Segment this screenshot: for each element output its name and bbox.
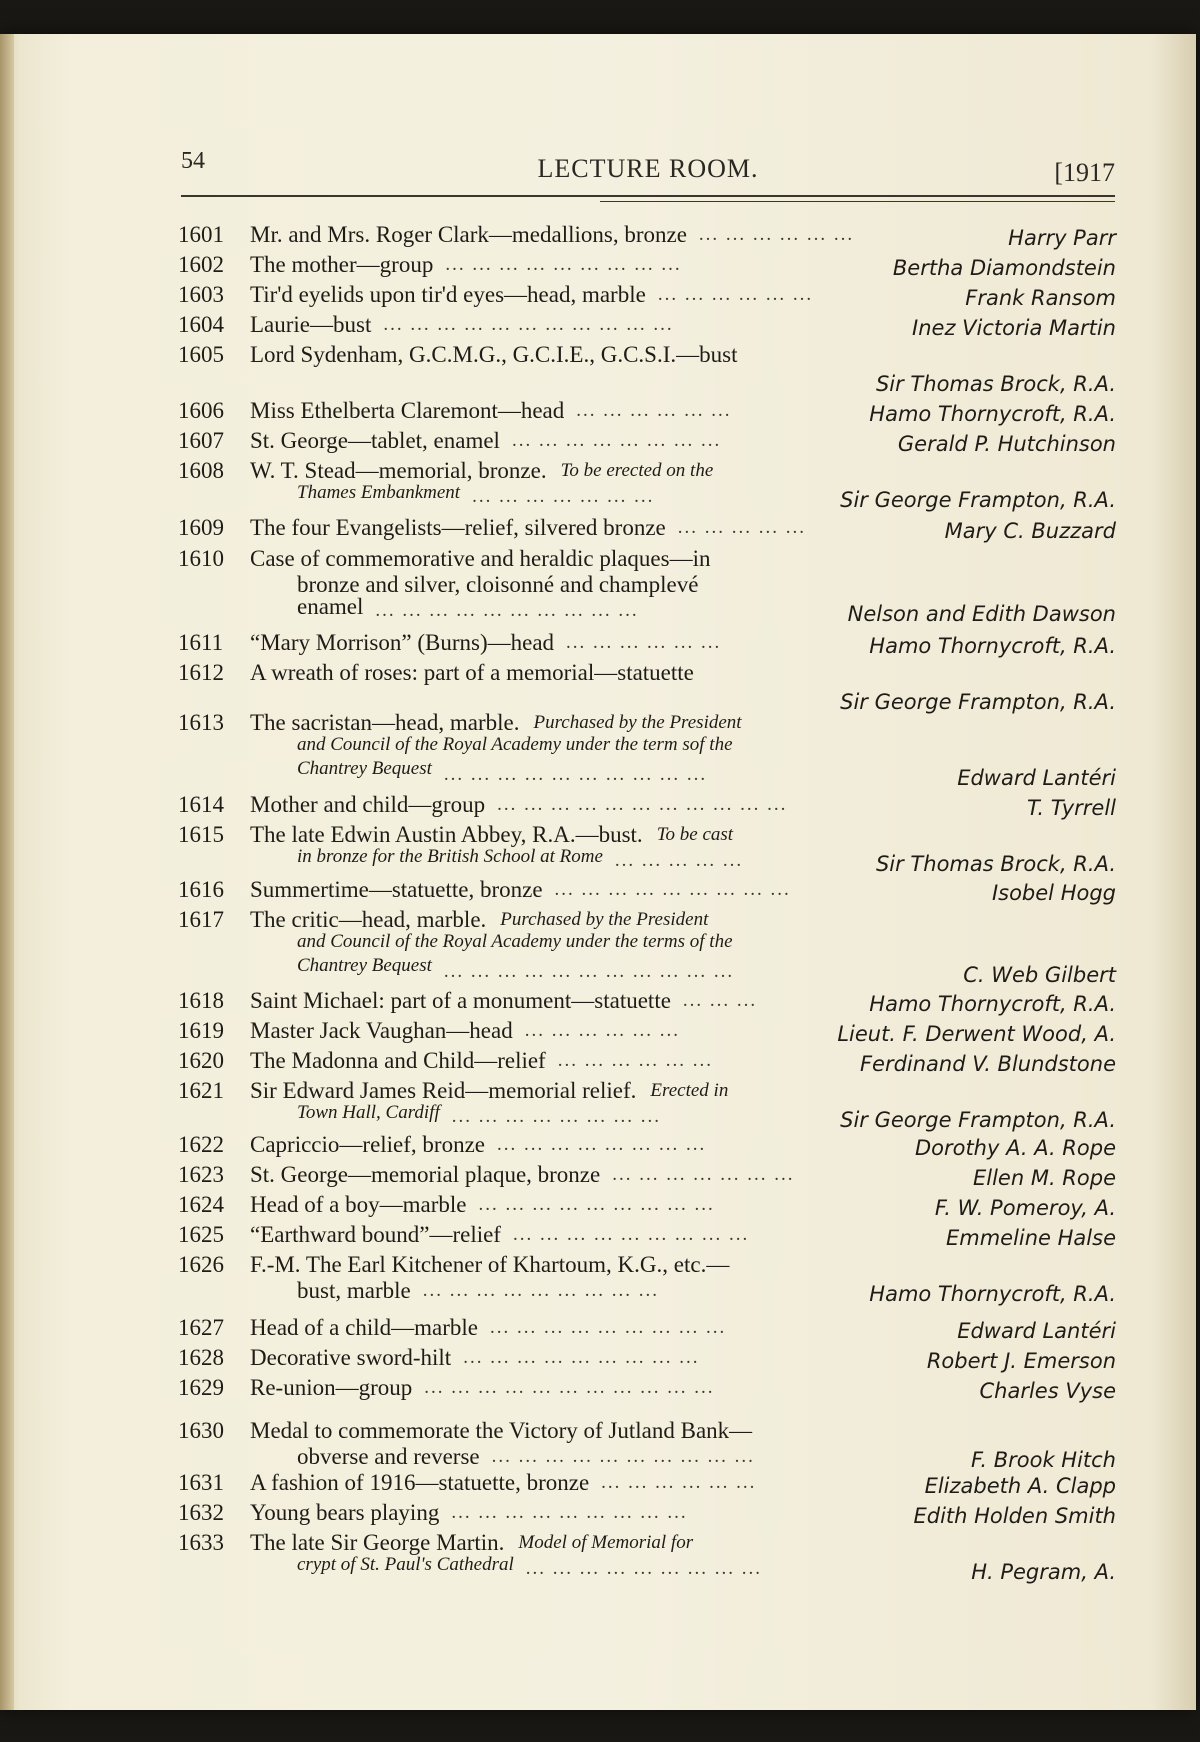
leader-dots: ... ... ... ... ... ... ... ... [497,1134,707,1155]
entry-artist: Frank Ransom [965,286,1116,310]
entry-note-continued: in bronze for the British School at Rome [297,846,603,867]
entry-note-continued: and Council of the Royal Academy under the term sof the [297,734,733,755]
entry-title: Sir Edward James Reid—memorial relief. [250,1078,637,1103]
entry-title: Decorative sword-hilt [250,1345,452,1370]
entry-number: 1611 [178,630,224,655]
entry-note-continued: Thames Embankment [297,482,461,503]
entry-title: Miss Ethelberta Claremont—head [250,398,565,423]
page-number: 54 [181,148,205,174]
leader-dots: ... ... ... ... ... ... ... ... ... [422,1280,659,1301]
entry-title: A fashion of 1916—statuette, bronze [250,1470,590,1495]
entry-title: The late Edwin Austin Abbey, R.A.—bust. [250,822,643,847]
leader-dots: ... ... ... ... ... ... ... ... ... ... ... [383,314,674,335]
entry-title: Summertime—statuette, bronze [250,877,543,902]
entry-artist: Hamo Thornycroft, R.A. [869,992,1116,1016]
entry-number: 1620 [178,1048,224,1073]
entry-title: Head of a boy—marble [250,1192,467,1217]
leader-dots: ... ... ... ... ... ... [601,1472,757,1493]
entry-number: 1606 [178,398,224,423]
entry-artist: F. W. Pomeroy, A. [934,1196,1116,1220]
entry-title: Young bears playing [250,1500,440,1525]
entry-artist: T. Tyrrell [1027,796,1116,820]
leader-dots: ... ... ... ... ... ... ... ... ... ... ... [443,961,735,982]
entry-artist: Isobel Hogg [991,881,1116,905]
entry-title: Head of a child—marble [250,1315,478,1340]
entry-artist: Emmeline Halse [945,1226,1116,1250]
leader-dots: ... ... ... ... ... ... [698,224,855,245]
leader-dots: ... ... ... ... ... ... ... ... ... [445,254,682,275]
entry-number: 1604 [178,312,224,337]
entry-number: 1631 [178,1470,224,1495]
entry-number: 1603 [178,282,224,307]
leader-dots: ... ... ... ... ... ... ... ... [511,430,722,451]
entry-artist: F. Brook Hitch [970,1448,1116,1472]
entry-artist: Hamo Thornycroft, R.A. [869,402,1116,426]
entry-number: 1602 [178,252,224,277]
entry-title-continued: enamel [297,594,364,619]
leader-dots: ... ... ... ... ... ... ... ... [451,1106,661,1127]
entry-title: St. George—tablet, enamel [250,428,500,453]
leader-dots: ... ... ... ... ... ... ... [472,486,655,507]
entry-title: Laurie—bust [250,312,372,337]
leader-dots: ... ... ... ... ... ... [657,284,814,305]
entry-number: 1619 [178,1018,224,1043]
leader-dots: ... ... ... ... ... ... ... ... ... [554,879,791,900]
entry-title: “Mary Morrison” (Burns)—head [250,630,555,655]
entry-number: 1601 [178,222,224,247]
entry-note: Erected in [650,1080,729,1101]
entry-note: Purchased by the President [533,712,742,733]
leader-dots: ... ... ... ... ... ... [566,632,722,653]
entry-artist: Sir Thomas Brock, R.A. [875,372,1116,396]
entry-title: Capriccio—relief, bronze [250,1132,485,1157]
entry-note: To be erected on the [560,460,714,481]
entry-artist: Lieut. F. Derwent Wood, A. [837,1022,1116,1046]
entry-title: The late Sir George Martin. [250,1530,505,1555]
entry-number: 1607 [178,428,224,453]
entry-number: 1605 [178,342,224,367]
entry-title: Tir'd eyelids upon tir'd eyes—head, marble [250,282,646,307]
entry-note: To be cast [656,824,734,845]
entry-title: F.-M. The Earl Kitchener of Khartoum, K.G., etc.— [250,1252,730,1277]
entry-number: 1608 [178,458,224,483]
entry-artist: Sir George Frampton, R.A. [840,1108,1116,1132]
leader-dots: ... ... ... ... ... ... ... ... ... [490,1317,727,1338]
book-spine [0,34,14,1710]
entry-title: Mr. and Mrs. Roger Clark—medallions, bronze [250,222,687,247]
entry-artist: Bertha Diamondstein [892,256,1116,280]
entry-artist: Sir George Frampton, R.A. [840,690,1116,714]
leader-dots: ... ... ... ... ... ... ... ... ... ... [491,1446,755,1467]
entry-title: St. George—memorial plaque, bronze [250,1162,601,1187]
entry-artist: Ellen M. Rope [972,1166,1116,1190]
entry-title: Master Jack Vaughan—head [250,1018,513,1043]
entry-note-continued: and Council of the Royal Academy under the terms of the [297,931,733,952]
leader-dots: ... ... ... ... ... ... ... ... ... [463,1347,700,1368]
entry-artist: Sir Thomas Brock, R.A. [875,852,1116,876]
entry-artist: Robert J. Emerson [926,1349,1116,1373]
entry-artist: Hamo Thornycroft, R.A. [869,634,1116,658]
entry-artist: Harry Parr [1008,226,1116,250]
entry-number: 1625 [178,1222,224,1247]
entry-artist: Elizabeth A. Clapp [924,1474,1116,1498]
entry-number: 1626 [178,1252,224,1277]
entry-artist: Charles Vyse [979,1379,1116,1403]
leader-dots: ... ... ... ... ... [614,850,744,871]
entry-number: 1610 [178,546,224,571]
leader-dots: ... ... ... ... ... [677,517,807,538]
entry-number: 1616 [178,877,224,902]
entry-number: 1624 [178,1192,224,1217]
entry-number: 1632 [178,1500,224,1525]
entry-note-continued: Chantrey Bequest [297,758,432,779]
entry-title: A wreath of roses: part of a memorial—statuette [250,660,694,685]
entry-title: The four Evangelists—relief, silvered bronze [250,515,666,540]
entry-title: The mother—group [250,252,434,277]
entry-title: Case of commemorative and heraldic plaques—in [250,546,711,571]
entry-title: Re-union—group [250,1375,413,1400]
entry-number: 1618 [178,988,224,1013]
entry-note-continued: Chantrey Bequest [297,955,432,976]
entry-title-continued: bust, marble [297,1278,411,1303]
entry-note-continued: Town Hall, Cardiff [297,1102,440,1123]
leader-dots: ... ... ... ... ... ... ... ... ... ... [443,764,708,785]
entry-number: 1612 [178,660,224,685]
entry-title: Lord Sydenham, G.C.M.G., G.C.I.E., G.C.S.I.—bust [250,342,738,367]
leader-dots: ... ... ... ... ... ... ... ... ... ... [375,600,639,621]
leader-dots: ... ... ... ... ... ... [524,1020,680,1041]
entry-number: 1615 [178,822,224,847]
entry-title: The sacristan—head, marble. [250,710,520,735]
leader-dots: ... ... ... ... ... ... [557,1050,713,1071]
entry-title: Medal to commemorate the Victory of Jutland Bank— [250,1418,753,1443]
entry-artist: Gerald P. Hutchinson [897,432,1116,456]
leader-dots: ... ... ... ... ... ... [576,400,732,421]
entry-number: 1623 [178,1162,224,1187]
entry-artist: Ferdinand V. Blundstone [859,1052,1116,1076]
entry-number: 1614 [178,792,224,817]
leader-dots: ... ... ... ... ... ... ... ... ... [451,1502,688,1523]
entry-title: Mother and child—group [250,792,486,817]
entry-number: 1617 [178,907,224,932]
entry-title: The Madonna and Child—relief [250,1048,546,1073]
entry-artist: Edward Lantéri [957,766,1116,790]
entry-artist: H. Pegram, A. [971,1560,1116,1584]
entry-artist: Mary C. Buzzard [944,519,1116,543]
entry-artist: Hamo Thornycroft, R.A. [869,1282,1116,1306]
entry-note: Purchased by the President [500,909,709,930]
leader-dots: ... ... ... ... ... ... ... ... ... [478,1194,715,1215]
leader-dots: ... ... ... ... ... ... ... [612,1164,795,1185]
header-rule [181,195,1115,197]
leader-dots: ... ... ... ... ... ... ... ... ... ... ... [497,794,788,815]
entry-number: 1628 [178,1345,224,1370]
entry-number: 1613 [178,710,224,735]
entry-title: The critic—head, marble. [250,907,487,932]
entry-title: Saint Michael: part of a monument—statuette [250,988,671,1013]
entry-number: 1633 [178,1530,224,1555]
entry-artist: Nelson and Edith Dawson [847,602,1116,626]
leader-dots: ... ... ... [682,990,758,1011]
entry-artist: Dorothy A. A. Rope [914,1136,1116,1160]
entry-note-continued: crypt of St. Paul's Cathedral [297,1554,514,1575]
entry-title: W. T. Stead—memorial, bronze. [250,458,547,483]
entry-number: 1629 [178,1375,224,1400]
entry-artist: Edith Holden Smith [913,1504,1116,1528]
leader-dots: ... ... ... ... ... ... ... ... ... [525,1558,762,1579]
entry-title-continued: bronze and silver, cloisonné and champlevé [297,572,699,597]
leader-dots: ... ... ... ... ... ... ... ... ... [512,1224,750,1245]
page-year: [1917 [1054,158,1115,187]
leader-dots: ... ... ... ... ... ... ... ... ... ... ... [424,1377,715,1398]
header-rule-short [600,201,1115,202]
entry-artist: Inez Victoria Martin [912,316,1116,340]
page-title: LECTURE ROOM. [537,154,759,183]
entry-number: 1630 [178,1418,224,1443]
entry-title: “Earthward bound”—relief [250,1222,501,1247]
entry-title-continued: obverse and reverse [297,1444,480,1469]
entry-artist: C. Web Gilbert [963,963,1116,987]
entry-artist: Sir George Frampton, R.A. [840,488,1116,512]
entry-artist: Edward Lantéri [957,1319,1116,1343]
entry-note: Model of Memorial for [518,1532,694,1553]
entry-number: 1627 [178,1315,224,1340]
entry-number: 1621 [178,1078,224,1103]
page-header [181,144,1115,194]
entry-number: 1609 [178,515,224,540]
entry-number: 1622 [178,1132,224,1157]
